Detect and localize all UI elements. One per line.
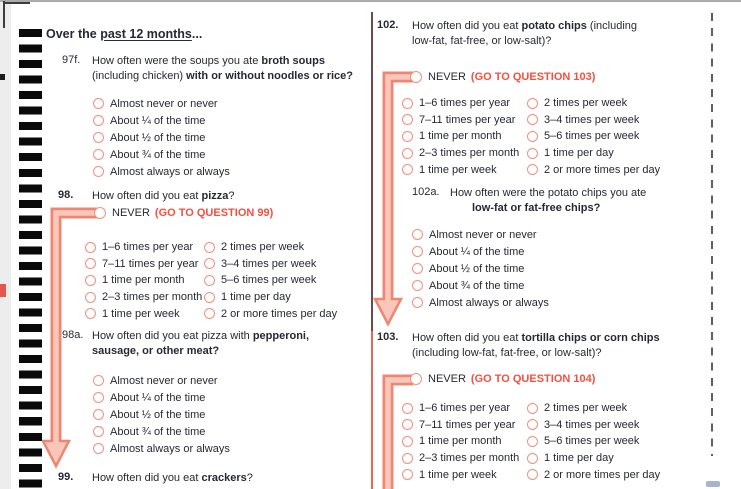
radio-icon[interactable]: [93, 166, 104, 177]
radio-icon[interactable]: [204, 258, 215, 269]
radio-option[interactable]: [85, 305, 202, 322]
option-label: Almost always or always: [429, 296, 549, 309]
arrow-head-icon: [43, 441, 69, 466]
option-label: 1 time per week: [102, 307, 180, 320]
option-label: 5–6 times per week: [544, 130, 640, 143]
q102-goto-label: (GO TO QUESTION 103): [470, 71, 596, 83]
radio-option[interactable]: [85, 272, 202, 289]
q98-text-bold: pizza: [201, 190, 229, 202]
radio-icon[interactable]: [402, 98, 413, 109]
corner-crop-mark: [3, 2, 30, 4]
q103-text-part: (including low-fat, fat-free, or low-salt)?: [412, 347, 602, 359]
q103-number: 103.: [377, 331, 399, 343]
option-label: 2–3 times per month: [419, 147, 520, 160]
radio-option[interactable]: [93, 423, 230, 440]
radio-icon[interactable]: [527, 98, 538, 109]
radio-option[interactable]: [527, 95, 660, 112]
radio-icon[interactable]: [527, 403, 538, 414]
q103-never-label: NEVER: [428, 373, 466, 385]
option-label: 1 time per month: [102, 274, 185, 287]
option-label: About ½ of the time: [110, 408, 206, 421]
option-label: About ¾ of the time: [110, 425, 206, 438]
q98a-text: [92, 329, 309, 359]
radio-icon[interactable]: [204, 308, 215, 319]
option-label: About ¼ of the time: [110, 391, 206, 404]
header-prefix: Over the: [46, 27, 101, 41]
radio-option[interactable]: [204, 272, 337, 289]
option-label: 1–6 times per year: [419, 97, 511, 110]
radio-option[interactable]: [93, 389, 230, 406]
radio-icon[interactable]: [402, 131, 413, 142]
fold-dashed-line: [711, 13, 713, 456]
q102-text-part: How often did you eat: [412, 20, 522, 32]
option-label: 2–3 times per month: [419, 452, 520, 465]
q103-text-bold: tortilla chips or corn chips: [521, 332, 660, 344]
option-label: 3–4 times per week: [544, 418, 640, 431]
radio-icon[interactable]: [85, 242, 96, 253]
radio-option[interactable]: [402, 161, 519, 178]
q102-text-part: (including: [586, 20, 637, 32]
q103-goto-label: (GO TO QUESTION 104): [470, 373, 596, 385]
q102-never-label: NEVER: [428, 71, 466, 83]
q97f-line2: [92, 69, 353, 84]
option-label: Almost always or always: [110, 165, 230, 178]
q103-text: [412, 331, 660, 361]
radio-option[interactable]: [527, 400, 660, 417]
radio-option[interactable]: [402, 128, 519, 145]
option-label: 1 time per month: [419, 435, 502, 448]
radio-option[interactable]: [527, 417, 660, 434]
column-divider: [371, 12, 373, 331]
radio-icon[interactable]: [93, 132, 104, 143]
radio-option[interactable]: [93, 95, 230, 112]
edge-tick-black: [0, 74, 5, 80]
q98a-line1: [92, 329, 309, 344]
q97f-text-part: (including chicken): [92, 70, 187, 82]
radio-option[interactable]: [412, 277, 549, 294]
q98-goto-label: (GO TO QUESTION 99): [154, 207, 274, 219]
q98-never-label: NEVER: [112, 207, 150, 219]
radio-icon[interactable]: [527, 114, 538, 125]
header-underlined: past 12 months: [100, 27, 192, 41]
q97f-text-part: How often were the soups you ate: [92, 55, 262, 67]
q103-line2: [412, 346, 660, 361]
q99-text-part: How often did you eat: [92, 472, 202, 484]
option-label: 2 or more times per day: [544, 468, 661, 481]
radio-option[interactable]: [204, 256, 337, 273]
q97f-text-bold: broth soups: [261, 55, 325, 67]
q97f-text-bold: with or without noodles or rice?: [186, 70, 353, 82]
radio-option[interactable]: [204, 305, 337, 322]
q102-frequency-col2: [527, 95, 660, 178]
radio-icon[interactable]: [402, 469, 413, 480]
radio-option[interactable]: [527, 466, 660, 483]
q99-text: [92, 471, 253, 486]
q99-text-part: ?: [246, 472, 253, 484]
option-label: 1 time per day: [221, 291, 291, 304]
q103-frequency-col1: [402, 400, 519, 483]
radio-option[interactable]: [402, 450, 519, 467]
q98a-text-bold: pepperoni,: [252, 330, 310, 342]
radio-icon[interactable]: [527, 131, 538, 142]
radio-option[interactable]: [93, 406, 230, 423]
option-label: About ¼ of the time: [110, 114, 206, 127]
q98-text-part: How often did you eat: [92, 190, 202, 202]
header-suffix: ...: [191, 27, 203, 41]
q102a-line2: [450, 201, 646, 216]
option-label: 2–3 times per month: [102, 291, 203, 304]
radio-icon[interactable]: [204, 275, 215, 286]
q102-line1: [412, 19, 637, 34]
radio-icon[interactable]: [93, 409, 104, 420]
q98-text: [92, 189, 235, 204]
radio-option[interactable]: [402, 112, 519, 129]
section-header: [46, 27, 202, 41]
q103-frequency-col2: [527, 400, 660, 483]
option-label: 2 times per week: [544, 97, 628, 110]
option-label: 1–6 times per year: [102, 241, 194, 254]
q102-frequency-col1: [402, 95, 519, 178]
option-label: 1 time per week: [419, 468, 497, 481]
radio-icon[interactable]: [527, 436, 538, 447]
radio-option[interactable]: [85, 256, 202, 273]
option-label: 1 time per month: [419, 130, 502, 143]
radio-icon[interactable]: [412, 263, 423, 274]
radio-option[interactable]: [527, 450, 660, 467]
q98-frequency-col2: [204, 239, 337, 322]
q98a-options: [93, 372, 230, 457]
radio-option[interactable]: [402, 417, 519, 434]
option-label: 1 time per day: [544, 452, 614, 465]
radio-icon[interactable]: [93, 392, 104, 403]
radio-icon[interactable]: [412, 246, 423, 257]
radio-option[interactable]: [527, 433, 660, 450]
option-label: Almost never or never: [110, 97, 218, 110]
option-label: Almost never or never: [110, 374, 218, 387]
q102a-text: [450, 186, 646, 216]
q98-text-part: ?: [228, 190, 235, 202]
q98a-text-part: How often did you eat pizza with: [92, 330, 253, 342]
q102-never-option[interactable]: [410, 71, 595, 83]
radio-icon[interactable]: [93, 426, 104, 437]
q97f-number: 97f.: [62, 54, 81, 66]
edge-tick-red: [0, 284, 6, 297]
radio-icon[interactable]: [93, 149, 104, 160]
corner-crop-mark: [3, 1, 5, 28]
radio-icon[interactable]: [527, 469, 538, 480]
radio-option[interactable]: [402, 400, 519, 417]
radio-icon[interactable]: [402, 164, 413, 175]
radio-icon[interactable]: [402, 148, 413, 159]
radio-option[interactable]: [85, 289, 202, 306]
radio-icon[interactable]: [527, 164, 538, 175]
q98a-line2: [92, 344, 309, 359]
q98a-number: 98a.: [62, 329, 84, 341]
radio-option[interactable]: [402, 433, 519, 450]
radio-option[interactable]: [402, 466, 519, 483]
q98-never-option[interactable]: [94, 207, 273, 219]
radio-icon[interactable]: [412, 229, 423, 240]
radio-icon[interactable]: [93, 375, 104, 386]
option-label: 5–6 times per week: [544, 435, 640, 448]
radio-option[interactable]: [527, 128, 660, 145]
radio-icon[interactable]: [85, 308, 96, 319]
q99-number: 99.: [58, 471, 74, 483]
q102-text-bold: potato chips: [521, 20, 587, 32]
option-label: Almost always or always: [110, 442, 230, 455]
option-label: About ½ of the time: [110, 131, 206, 144]
q102-text-part: low-fat, fat-free, or low-salt)?: [412, 35, 552, 47]
radio-option[interactable]: [412, 226, 549, 243]
radio-icon[interactable]: [85, 258, 96, 269]
radio-option[interactable]: [93, 129, 230, 146]
q103-line1: [412, 331, 660, 346]
radio-icon[interactable]: [402, 419, 413, 430]
radio-icon[interactable]: [85, 292, 96, 303]
q102a-text-part: How often were the potato chips you ate: [450, 187, 647, 199]
option-label: Almost never or never: [429, 228, 537, 241]
radio-option[interactable]: [93, 372, 230, 389]
q102a-line1: [450, 186, 646, 201]
radio-option[interactable]: [85, 239, 202, 256]
q102a-number: 102a.: [412, 186, 440, 198]
page-corner-mark: [706, 481, 720, 487]
radio-icon[interactable]: [85, 275, 96, 286]
radio-icon[interactable]: [402, 403, 413, 414]
radio-option[interactable]: [412, 294, 549, 311]
q102-text: [412, 19, 637, 49]
option-label: 2 or more times per day: [221, 307, 338, 320]
option-label: 3–4 times per week: [544, 113, 640, 126]
option-label: About ¾ of the time: [110, 148, 206, 161]
radio-option[interactable]: [93, 146, 230, 163]
q98a-text-bold: sausage, or other meat?: [92, 345, 220, 357]
q98-number: 98.: [58, 189, 74, 201]
radio-icon[interactable]: [412, 280, 423, 291]
option-label: 7–11 times per year: [419, 113, 516, 126]
q102a-options: [412, 226, 549, 311]
option-label: 2 times per week: [221, 241, 305, 254]
radio-option[interactable]: [93, 440, 230, 457]
page-top-border: [0, 0, 741, 2]
option-label: 7–11 times per year: [419, 418, 516, 431]
radio-icon[interactable]: [93, 443, 104, 454]
option-label: 1 time per day: [544, 147, 614, 160]
radio-icon[interactable]: [204, 292, 215, 303]
radio-option[interactable]: [204, 289, 337, 306]
option-label: 1 time per week: [419, 163, 497, 176]
registration-marks: [19, 29, 42, 489]
q98-frequency-col1: [85, 239, 202, 322]
radio-option[interactable]: [402, 145, 519, 162]
radio-icon[interactable]: [93, 98, 104, 109]
radio-option[interactable]: [204, 239, 337, 256]
option-label: About ½ of the time: [429, 262, 525, 275]
radio-icon[interactable]: [94, 207, 106, 219]
radio-option[interactable]: [527, 112, 660, 129]
column-divider-lower: [371, 331, 373, 489]
option-label: 2 or more times per day: [544, 163, 661, 176]
option-label: About ¾ of the time: [429, 279, 525, 292]
radio-icon[interactable]: [410, 71, 422, 83]
q102-number: 102.: [377, 19, 399, 31]
option-label: 5–6 times per week: [221, 274, 317, 287]
radio-icon[interactable]: [402, 453, 413, 464]
q99-text-bold: crackers: [201, 472, 247, 484]
radio-option[interactable]: [402, 95, 519, 112]
radio-option[interactable]: [412, 260, 549, 277]
radio-icon[interactable]: [402, 114, 413, 125]
q97f-line1: [92, 54, 353, 69]
radio-option[interactable]: [527, 145, 660, 162]
radio-icon[interactable]: [527, 148, 538, 159]
option-label: 3–4 times per week: [221, 257, 317, 270]
radio-option[interactable]: [93, 163, 230, 180]
arrow-head-icon: [375, 299, 401, 324]
radio-icon[interactable]: [204, 242, 215, 253]
q97f-options: [93, 95, 230, 180]
option-label: 2 times per week: [544, 402, 628, 415]
radio-option[interactable]: [93, 112, 230, 129]
option-label: 1–6 times per year: [419, 402, 511, 415]
radio-icon[interactable]: [527, 419, 538, 430]
q102-line2: [412, 34, 637, 49]
radio-option[interactable]: [412, 243, 549, 260]
radio-icon[interactable]: [527, 453, 538, 464]
q103-text-part: How often did you eat: [412, 332, 522, 344]
radio-icon[interactable]: [410, 373, 422, 385]
option-label: 7–11 times per year: [102, 257, 199, 270]
option-label: About ¼ of the time: [429, 245, 525, 258]
q103-never-option[interactable]: [410, 373, 595, 385]
radio-option[interactable]: [527, 161, 660, 178]
q97f-text: [92, 54, 353, 84]
radio-icon[interactable]: [402, 436, 413, 447]
q102a-text-bold: low-fat or fat-free chips?: [472, 202, 601, 214]
radio-icon[interactable]: [412, 297, 423, 308]
radio-icon[interactable]: [93, 115, 104, 126]
